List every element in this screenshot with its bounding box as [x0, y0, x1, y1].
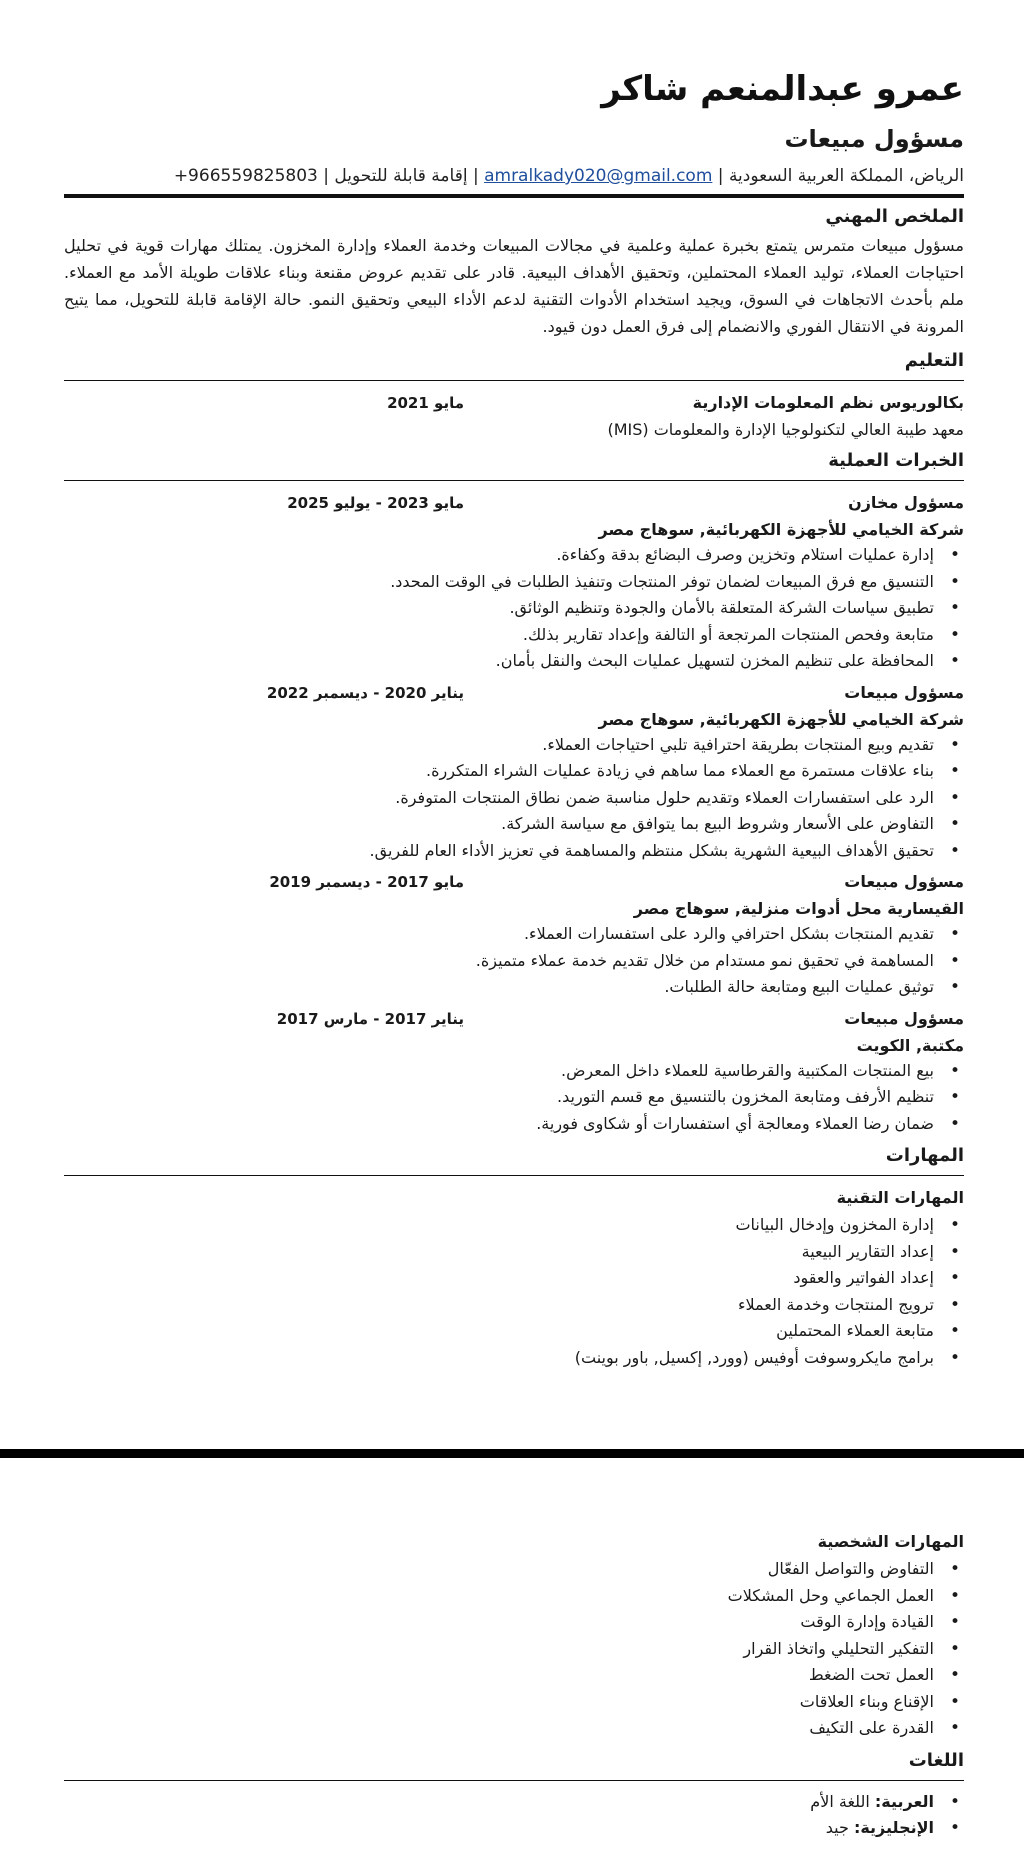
- header-divider: [64, 194, 964, 198]
- job-date: مايو 2017 - ديسمبر 2019: [269, 873, 464, 891]
- job-duty-item: • إدارة عمليات استلام وتخزين وصرف البضائع بدقة وكفاءة.: [64, 542, 934, 569]
- job-date: يناير 2017 - مارس 2017: [276, 1009, 464, 1028]
- job-duty-item: • التفاوض على الأسعار وشروط البيع بما يتوافق مع سياسة الشركة.: [64, 811, 934, 838]
- personal-skill-item: • التفكير التحليلي واتخاذ القرار: [64, 1636, 934, 1663]
- technical-skill-item: • ترويج المنتجات وخدمة العملاء: [64, 1292, 934, 1319]
- summary-section-title: الملخص المهني: [825, 206, 964, 227]
- job-role: مسؤول مبيعات: [844, 682, 964, 702]
- job-duties-list: [64, 921, 964, 1001]
- experience-divider: [64, 480, 964, 481]
- job-duty-item: • توثيق عمليات البيع ومتابعة حالة الطلبات.: [64, 974, 934, 1001]
- skills-divider: [64, 1175, 964, 1176]
- personal-skills-title: المهارات الشخصية: [817, 1532, 964, 1551]
- experience-entry: [64, 679, 964, 865]
- contact-separator: |: [323, 166, 329, 186]
- job-duty-item: • تحقيق الأهداف البيعية الشهرية بشكل منتظم والمساهمة في تعزيز الأداء العام للفريق.: [64, 838, 934, 865]
- candidate-job-title: مسؤول مبيعات: [784, 125, 964, 153]
- job-date: يناير 2020 - ديسمبر 2022: [266, 683, 464, 702]
- personal-skill-item: • القدرة على التكيف: [64, 1715, 934, 1742]
- job-duty-item: • تقديم المنتجات بشكل احترافي والرد على استفسارات العملاء.: [64, 921, 934, 948]
- education-degree: بكالوريوس نظم المعلومات الإدارية: [692, 393, 964, 412]
- contact-line: [64, 160, 964, 192]
- language-item: [64, 1789, 934, 1816]
- technical-skill-item: • إعداد التقارير البيعية: [64, 1239, 934, 1266]
- language-level: اللغة الأم: [810, 1791, 870, 1811]
- languages-divider: [64, 1780, 964, 1781]
- job-duty-item: • الرد على استفسارات العملاء وتقديم حلول مناسبة ضمن نطاق المنتجات المتوفرة.: [64, 785, 934, 812]
- education-entry: [64, 389, 964, 442]
- experience-entry-header: [64, 489, 964, 517]
- summary-text: مسؤول مبيعات متمرس يتمتع بخبرة عملية وعلمية في مجالات المبيعات وخدمة العملاء وإدارة المخزون. يمتلك مهارات قوية في تحليل احتياجات العملاء، توليد العملاء المحتملين، وتحقيق الأهداف البيعية. قادر على تقديم عروض مقنعة وبناء علاقات طويلة الأمد مع العملاء. ملم بأحدث الاتجاهات في السوق، ويجيد استخدام الأدوات التقنية لدعم الأداء البيعي وتحقيق النمو. حالة الإقامة قابلة للتحويل، مما يتيح المرونة في الانتقال الفوري والانضمام إلى فرق العمل دون قيود.: [64, 236, 964, 336]
- technical-skill-item: • إدارة المخزون وإدخال البيانات: [64, 1212, 934, 1239]
- education-divider: [64, 380, 964, 381]
- job-company: مكتبة, الكويت: [856, 1035, 964, 1055]
- job-duties-list: [64, 542, 964, 675]
- personal-skill-item: • التفاوض والتواصل الفعّال: [64, 1556, 934, 1583]
- experience-entry: [64, 1005, 964, 1138]
- job-duty-item: • متابعة وفحص المنتجات المرتجعة أو التالفة وإعداد تقارير بذلك.: [64, 622, 934, 649]
- experience-entry-header: [64, 1005, 964, 1033]
- contact-phone: +966559825803: [173, 166, 318, 186]
- technical-skills-title: المهارات التقنية: [836, 1188, 964, 1207]
- contact-separator: |: [472, 166, 479, 186]
- experience-entry-header: [64, 679, 964, 707]
- experience-entry: [64, 868, 964, 1001]
- experience-list: [64, 489, 964, 1137]
- contact-email-link[interactable]: amralkady020@gmail.com: [484, 166, 713, 186]
- candidate-name: عمرو عبدالمنعم شاكر: [601, 69, 964, 109]
- personal-skill-item: • القيادة وإدارة الوقت: [64, 1609, 934, 1636]
- personal-skill-item: • العمل تحت الضغط: [64, 1662, 934, 1689]
- job-duty-item: • المساهمة في تحقيق نمو مستدام من خلال تقديم خدمة عملاء متميزة.: [64, 948, 934, 975]
- technical-skills-list: [64, 1212, 964, 1371]
- page-separator: [0, 1449, 1024, 1458]
- technical-skill-item: • إعداد الفواتير والعقود: [64, 1265, 934, 1292]
- job-role: مسؤول مخازن: [848, 493, 964, 512]
- personal-skills-list: [64, 1556, 964, 1742]
- experience-entry-header: [64, 868, 964, 896]
- job-duty-item: • بناء علاقات مستمرة مع العملاء مما ساهم في زيادة عمليات الشراء المتكررة.: [64, 758, 934, 785]
- contact-residency: إقامة قابلة للتحويل: [334, 166, 468, 186]
- job-duty-item: • المحافظة على تنظيم المخزن لتسهيل عمليات البحث والنقل بأمان.: [64, 648, 934, 675]
- job-company: شركة الخيامي للأجهزة الكهربائية, سوهاج مصر: [598, 520, 964, 539]
- technical-skill-item: • برامج مايكروسوفت أوفيس (وورد, إكسيل, باور بوينت): [64, 1345, 934, 1372]
- personal-skill-item: • العمل الجماعي وحل المشكلات: [64, 1583, 934, 1610]
- skills-section-title: المهارات: [885, 1145, 964, 1166]
- experience-entry: [64, 489, 964, 675]
- language-level: جيد: [825, 1818, 849, 1837]
- job-date: مايو 2023 - يوليو 2025: [287, 494, 464, 512]
- job-duty-item: • تقديم وبيع المنتجات بطريقة احترافية تلبي احتياجات العملاء.: [64, 732, 934, 759]
- job-role: مسؤول مبيعات: [844, 872, 964, 891]
- languages-section-title: اللغات: [908, 1749, 964, 1771]
- resume-page-2: [0, 1458, 1024, 1849]
- language-item: [64, 1815, 934, 1842]
- education-date: مايو 2021: [387, 394, 464, 412]
- languages-list: [64, 1789, 964, 1842]
- education-institution: معهد طيبة العالي لتكنولوجيا الإدارة والمعلومات (MIS): [607, 420, 964, 439]
- job-duty-item: • التنسيق مع فرق المبيعات لضمان توفر المنتجات وتنفيذ الطلبات في الوقت المحدد.: [64, 569, 934, 596]
- job-duties-list: [64, 732, 964, 865]
- experience-section-title: الخبرات العملية: [828, 450, 964, 471]
- job-company: القيسارية محل أدوات منزلية, سوهاج مصر: [633, 899, 964, 918]
- job-duty-item: • ضمان رضا العملاء ومعالجة أي استفسارات أو شكاوى فورية.: [64, 1111, 934, 1138]
- job-duty-item: • بيع المنتجات المكتبية والقرطاسية للعملاء داخل المعرض.: [64, 1058, 934, 1085]
- job-role: مسؤول مبيعات: [844, 1008, 964, 1028]
- job-duty-item: • تنظيم الأرفف ومتابعة المخزون بالتنسيق مع قسم التوريد.: [64, 1084, 934, 1111]
- contact-location: الرياض، المملكة العربية السعودية: [728, 166, 964, 186]
- language-name: الإنجليزية:: [853, 1818, 934, 1837]
- job-duties-list: [64, 1058, 964, 1138]
- personal-skill-item: • الإقناع وبناء العلاقات: [64, 1689, 934, 1716]
- education-section-title: التعليم: [904, 350, 964, 371]
- job-duty-item: • تطبيق سياسات الشركة المتعلقة بالأمان والجودة وتنظيم الوثائق.: [64, 595, 934, 622]
- contact-separator: |: [717, 166, 724, 186]
- language-name: العربية:: [874, 1791, 934, 1811]
- technical-skill-item: • متابعة العملاء المحتملين: [64, 1318, 934, 1345]
- job-company: شركة الخيامي للأجهزة الكهربائية, سوهاج مصر: [598, 709, 964, 729]
